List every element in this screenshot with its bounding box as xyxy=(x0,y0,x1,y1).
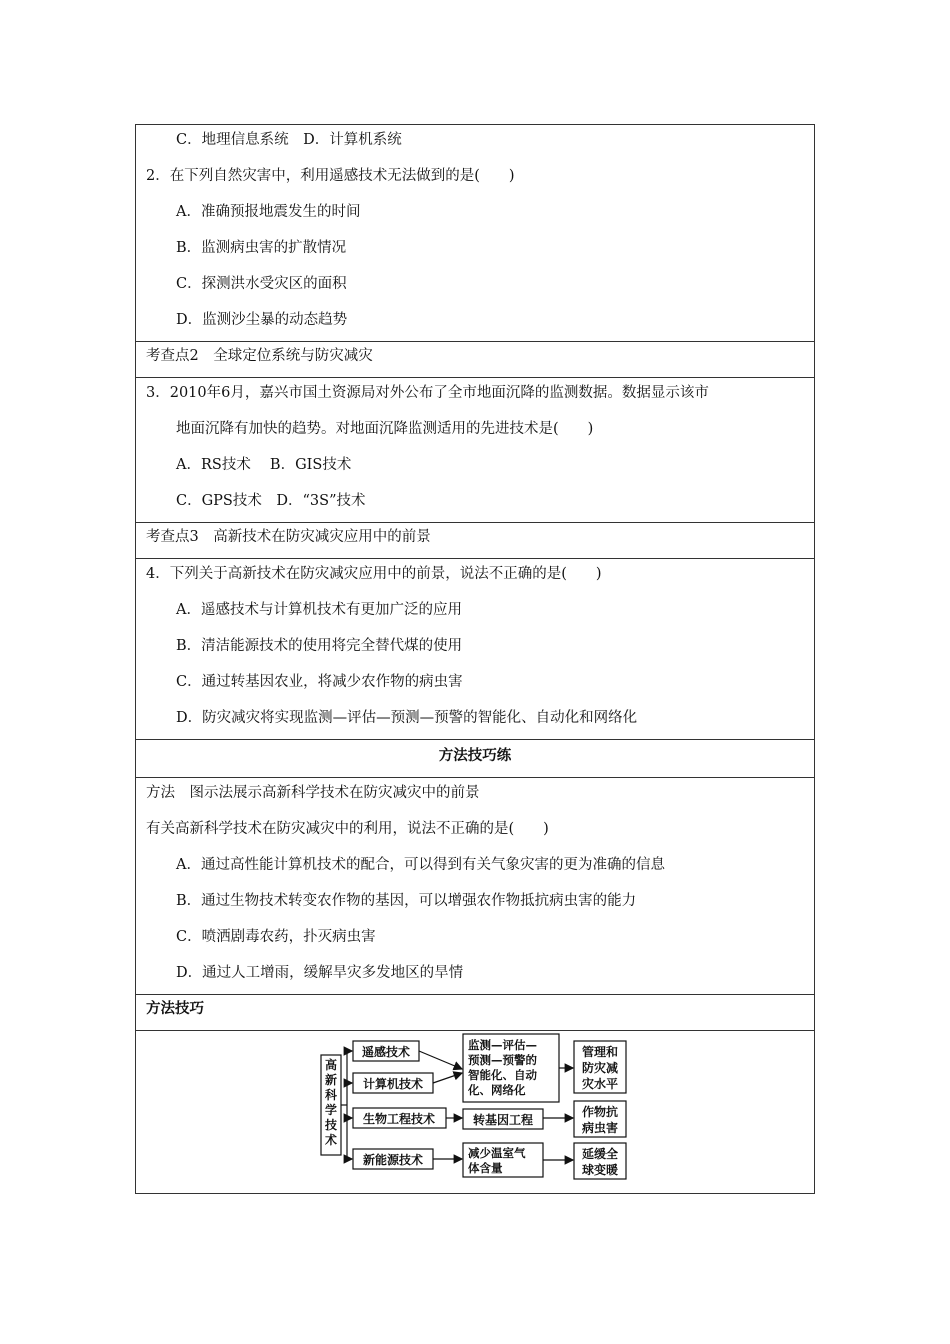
mid-monitoring-line-2: 预测—预警的 xyxy=(468,1053,537,1067)
q3-options-cd: C．GPS技术 D．“3S”技术 xyxy=(176,493,366,509)
out-warming-line-2: 球变暖 xyxy=(581,1163,619,1177)
out-management-line-2: 防灾减 xyxy=(581,1061,619,1075)
question-block-3 xyxy=(136,378,814,523)
q2-option-c: C．探测洪水受灾区的面积 xyxy=(176,276,347,292)
root-char-2: 新 xyxy=(324,1073,338,1087)
q4-option-c: C．通过转基因农业，将减少农作物的病虫害 xyxy=(176,674,463,690)
method-question-block xyxy=(136,778,814,995)
out-pest-line-1: 作物抗 xyxy=(581,1105,619,1119)
mid-monitoring-line-3: 智能化、自动 xyxy=(468,1068,537,1082)
method-option-b: B．通过生物技术转变农作物的基因，可以增强农作物抵抗病虫害的能力 xyxy=(176,893,637,909)
root-char-3: 科 xyxy=(324,1088,338,1102)
root-char-5: 技 xyxy=(324,1118,338,1132)
q2-option-b: B．监测病虫害的扩散情况 xyxy=(176,240,347,256)
q3-stem-line2: 地面沉降有加快的趋势。对地面沉降监测适用的先进技术是( ) xyxy=(176,421,594,437)
method-option-c: C．喷洒剧毒农药，扑灭病虫害 xyxy=(176,929,376,945)
q2-stem: 2．在下列自然灾害中，利用遥感技术无法做到的是( ) xyxy=(146,168,515,184)
method-practice-title: 方法技巧练 xyxy=(136,740,814,778)
q1-options-cd: C．地理信息系统 D．计算机系统 xyxy=(176,132,402,148)
method-option-a: A．通过高性能计算机技术的配合，可以得到有关气象灾害的更为准确的信息 xyxy=(176,857,665,873)
mid-monitoring-line-4: 化、网络化 xyxy=(468,1083,526,1097)
tech-flow-diagram xyxy=(136,1031,814,1193)
mid-monitoring-line-1: 监测—评估— xyxy=(468,1038,537,1052)
q3-stem-line1: 3．2010年6月，嘉兴市国土资源局对外公布了全市地面沉降的监测数据。数据显示该市 xyxy=(146,385,709,401)
out-warming-line-1: 延缓全 xyxy=(581,1147,619,1161)
q4-stem: 4．下列关于高新技术在防灾减灾应用中的前景，说法不正确的是( ) xyxy=(146,566,602,582)
root-char-4: 学 xyxy=(324,1103,338,1117)
root-char-6: 术 xyxy=(324,1133,338,1147)
tips-title: 方法技巧 xyxy=(136,995,814,1031)
tech-label-remote-sensing: 遥感技术 xyxy=(361,1045,411,1059)
method-option-d: D．通过人工增雨，缓解旱灾多发地区的旱情 xyxy=(176,965,464,981)
out-pest-line-2: 病虫害 xyxy=(581,1121,619,1135)
exam-point-3-heading: 考查点3 高新技术在防灾减灾应用中的前景 xyxy=(136,523,814,559)
mid-greenhouse-line-2: 体含量 xyxy=(468,1161,503,1175)
tech-label-new-energy: 新能源技术 xyxy=(362,1153,424,1167)
q2-option-d: D．监测沙尘暴的动态趋势 xyxy=(176,312,348,328)
q4-option-d: D．防灾减灾将实现监测—评估—预测—预警的智能化、自动化和网络化 xyxy=(176,710,638,726)
q2-option-a: A．准确预报地震发生的时间 xyxy=(176,204,361,220)
root-char-1: 高 xyxy=(324,1058,338,1072)
tech-label-computer: 计算机技术 xyxy=(362,1077,424,1091)
out-management-line-1: 管理和 xyxy=(581,1045,619,1059)
question-block-1-2 xyxy=(136,125,814,342)
tech-label-bioengineering: 生物工程技术 xyxy=(362,1112,436,1126)
mid-greenhouse-line-1: 减少温室气 xyxy=(468,1146,526,1160)
question-block-4 xyxy=(136,559,814,740)
exam-point-2-heading: 考查点2 全球定位系统与防灾减灾 xyxy=(136,342,814,378)
exercise-table xyxy=(135,124,815,1194)
method-stem: 有关高新科学技术在防灾减灾中的利用，说法不正确的是( ) xyxy=(146,821,549,837)
q3-options-ab: A．RS技术 B．GIS技术 xyxy=(176,457,352,473)
q4-option-b: B．清洁能源技术的使用将完全替代煤的使用 xyxy=(176,638,463,654)
out-management-line-3: 灾水平 xyxy=(581,1077,619,1091)
method-heading: 方法 图示法展示高新科学技术在防灾减灾中的前景 xyxy=(146,785,480,801)
tech-diagram-cell xyxy=(136,1031,814,1193)
q4-option-a: A．遥感技术与计算机技术有更加广泛的应用 xyxy=(176,602,462,618)
mid-transgenic-label: 转基因工程 xyxy=(472,1113,534,1127)
